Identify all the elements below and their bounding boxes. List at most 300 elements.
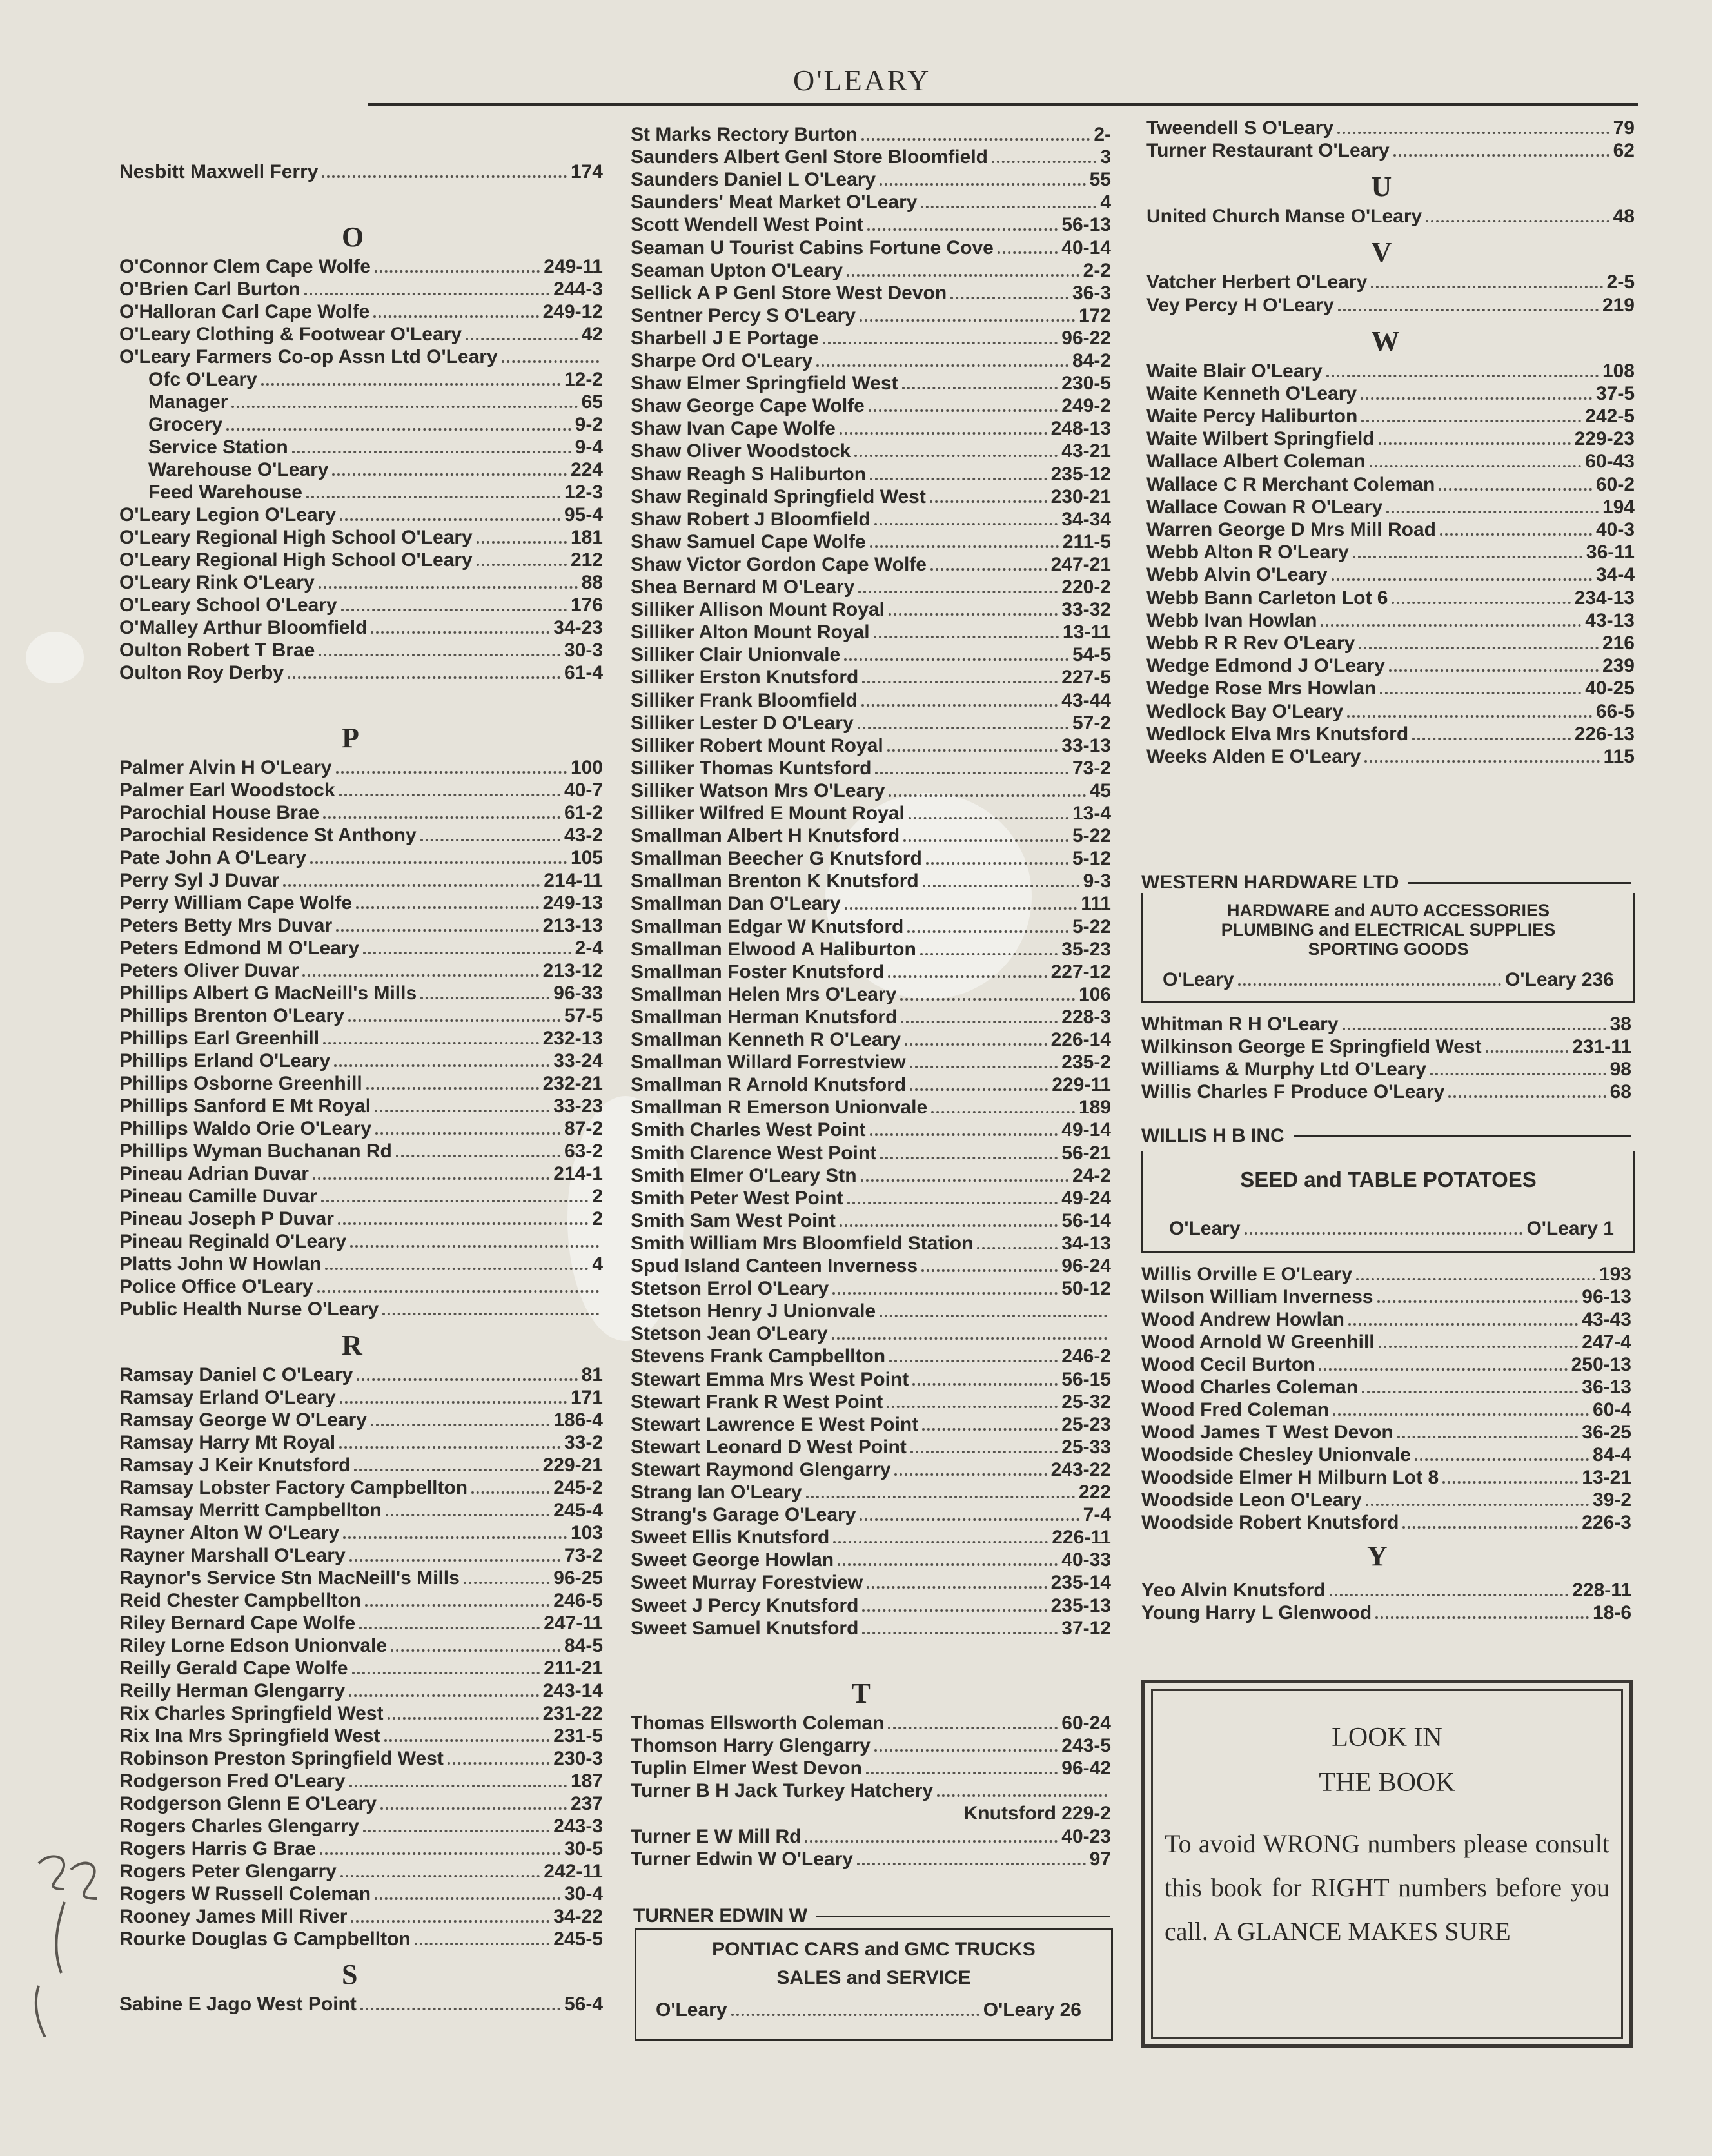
leader-dots xyxy=(321,1200,589,1202)
listing-name: Wallace C R Merchant Coleman xyxy=(1146,473,1435,495)
leader-dots xyxy=(910,1088,1048,1091)
phone-number: 176 xyxy=(570,594,603,616)
leader-dots xyxy=(1353,556,1582,558)
leader-dots xyxy=(313,1177,549,1180)
listing-name: Rogers Charles Glengarry xyxy=(119,1815,359,1837)
leader-dots xyxy=(502,360,599,363)
listing-entry xyxy=(119,1364,603,1386)
listing-entry xyxy=(119,346,603,368)
leader-dots xyxy=(889,613,1058,616)
leader-dots xyxy=(910,1066,1058,1068)
phone-number: 220-2 xyxy=(1061,576,1111,598)
listing-name: Smallman Edgar W Knutsford xyxy=(631,916,904,937)
phone-number: 227-5 xyxy=(1061,667,1111,689)
phone-number: 234-13 xyxy=(1574,587,1635,609)
listing-entry xyxy=(119,1590,603,1612)
listing-entry xyxy=(119,1432,603,1454)
phone-number: 30-4 xyxy=(564,1883,603,1905)
leader-dots xyxy=(937,1794,1107,1797)
listing-entry xyxy=(119,1118,603,1140)
listing-entry xyxy=(1146,542,1635,564)
listing-name: Phillips Erland O'Leary xyxy=(119,1050,331,1072)
phone-number: 36-25 xyxy=(1582,1422,1631,1443)
western-ad-line: PLUMBING and ELECTRICAL SUPPLIES xyxy=(1221,920,1556,939)
listing-entry xyxy=(631,758,1111,779)
phone-number: 42 xyxy=(581,324,603,345)
phone-number: 219 xyxy=(1602,294,1635,316)
phone-number: 2-4 xyxy=(575,937,603,959)
listing-name: Weeks Alden E O'Leary xyxy=(1146,746,1361,768)
leader-dots xyxy=(907,930,1068,933)
listing-name: Peters Oliver Duvar xyxy=(119,960,299,981)
listing-name: Robinson Preston Springfield West xyxy=(119,1747,444,1769)
phone-number: 250-13 xyxy=(1571,1354,1631,1375)
leader-dots xyxy=(1366,1504,1589,1506)
phone-number: 105 xyxy=(570,847,603,868)
leader-dots xyxy=(338,1222,588,1225)
listing-entry xyxy=(1146,519,1635,541)
leader-dots xyxy=(870,1133,1058,1136)
leader-dots xyxy=(874,636,1059,638)
listing-name: Phillips Osborne Greenhill xyxy=(119,1073,362,1094)
leader-dots xyxy=(823,342,1058,344)
listing-name: Seaman Upton O'Leary xyxy=(631,259,843,281)
western-hardware-box xyxy=(1141,893,1635,1003)
listing-entry xyxy=(631,1527,1111,1549)
phone-number: 228-11 xyxy=(1572,1580,1631,1601)
phone-number: 40-23 xyxy=(1061,1825,1111,1847)
listing-name: Ramsay J Keir Knutsford xyxy=(119,1454,351,1476)
listing-entry xyxy=(119,1095,603,1117)
listing-name: Smith William Mrs Bloomfield Station xyxy=(631,1232,974,1254)
listing-name: Rix Ina Mrs Springfield West xyxy=(119,1725,380,1747)
leader-dots xyxy=(1439,488,1592,491)
listing-name: Phillips Sanford E Mt Royal xyxy=(119,1095,371,1117)
listing-name: Stewart Frank R West Point xyxy=(631,1391,883,1413)
section-letter: U xyxy=(1371,171,1392,203)
phone-number: 100 xyxy=(570,757,603,778)
leader-dots xyxy=(840,432,1047,435)
listing-name: Seaman U Tourist Cabins Fortune Cove xyxy=(631,237,994,259)
listing-entry xyxy=(631,1848,1111,1870)
listing-name: Raynor's Service Stn MacNeill's Mills xyxy=(119,1567,460,1589)
leader-dots xyxy=(1397,1436,1579,1438)
paper-stain xyxy=(26,632,84,683)
listing-name: Rogers W Russell Coleman xyxy=(119,1883,371,1905)
leader-dots xyxy=(373,315,538,318)
listing-name: Woodside Leon O'Leary xyxy=(1141,1489,1362,1511)
phone-number: 34-4 xyxy=(1595,564,1635,586)
phone-number: 230-5 xyxy=(1061,373,1111,395)
phone-number: 43-44 xyxy=(1061,689,1111,711)
leader-dots xyxy=(888,975,1047,978)
listing-entry xyxy=(631,1233,1111,1255)
phone-number: 57-2 xyxy=(1072,712,1111,734)
listing-entry xyxy=(119,983,603,1004)
listing-entry xyxy=(631,169,1111,191)
leader-dots xyxy=(1379,442,1571,445)
leader-dots xyxy=(1361,397,1592,400)
listing-name: Shaw Reginald Springfield West xyxy=(631,485,926,507)
listing-entry xyxy=(631,260,1111,282)
listing-entry xyxy=(119,1028,603,1050)
leader-dots xyxy=(420,997,549,999)
listing-entry xyxy=(631,554,1111,576)
listing-entry xyxy=(631,870,1111,892)
listing-name: Shaw Reagh S Haliburton xyxy=(631,463,867,485)
listing-entry xyxy=(631,1595,1111,1617)
listing-name: Silliker Wilfred E Mount Royal xyxy=(631,803,905,824)
listing-entry xyxy=(631,576,1111,598)
listing-entry xyxy=(119,1298,603,1320)
listing-name: Wood Arnold W Greenhill xyxy=(1141,1331,1375,1353)
listing-entry xyxy=(631,644,1111,666)
leader-dots xyxy=(887,1406,1058,1408)
leader-dots xyxy=(349,1785,567,1787)
phone-number: 65 xyxy=(581,391,603,413)
listing-name: Webb Ivan Howlan xyxy=(1146,609,1317,631)
phone-number: 235-13 xyxy=(1050,1594,1111,1616)
listing-entry xyxy=(119,1208,603,1230)
listing-entry xyxy=(119,161,603,183)
listing-name: Peters Betty Mrs Duvar xyxy=(119,915,333,936)
leader-dots xyxy=(339,794,560,796)
turner-ad-box xyxy=(635,1928,1113,2041)
phone-number: 12-2 xyxy=(564,369,603,390)
listing-name: O'Halloran Carl Cape Wolfe xyxy=(119,301,370,322)
listing-name: Wood Charles Coleman xyxy=(1141,1377,1359,1398)
listing-entry xyxy=(631,1482,1111,1504)
listing-entry xyxy=(631,961,1111,983)
listing-entry xyxy=(119,1276,603,1298)
listing-entry xyxy=(631,305,1111,327)
listing-entry xyxy=(1146,587,1635,609)
listing-name: Smallman Herman Knutsford xyxy=(631,1006,898,1028)
phone-number: 34-13 xyxy=(1061,1232,1111,1254)
listing-entry xyxy=(631,1758,1111,1779)
phone-number: 235-12 xyxy=(1050,463,1111,485)
phone-number: 211-5 xyxy=(1062,531,1111,553)
leader-dots xyxy=(858,727,1068,729)
phone-number: 56-15 xyxy=(1061,1368,1111,1390)
phone-number: 235-2 xyxy=(1061,1052,1111,1073)
leader-dots xyxy=(838,1563,1058,1566)
listing-name: United Church Manse O'Leary xyxy=(1146,206,1422,228)
listing-entry xyxy=(119,662,603,684)
listing-entry xyxy=(631,712,1111,734)
leader-dots xyxy=(319,654,560,656)
phone-number: 214-1 xyxy=(553,1163,603,1184)
listing-name: Williams & Murphy Ltd O'Leary xyxy=(1141,1059,1426,1080)
listing-entry xyxy=(148,459,603,481)
listing-entry xyxy=(1146,295,1635,317)
leader-dots xyxy=(1440,533,1592,536)
phone-number: 18-6 xyxy=(1592,1602,1631,1623)
phone-number: 2-5 xyxy=(1606,271,1635,293)
listing-name: Phillips Albert G MacNeill's Mills xyxy=(119,983,417,1004)
leader-dots xyxy=(396,1155,560,1157)
section-letter: O xyxy=(342,221,364,253)
leader-dots xyxy=(304,293,550,295)
listing-entry xyxy=(631,1074,1111,1096)
leader-dots xyxy=(922,1428,1058,1431)
phone-number: 37-12 xyxy=(1061,1617,1111,1639)
listing-entry xyxy=(631,599,1111,621)
phone-number: 212 xyxy=(570,549,603,571)
listing-entry xyxy=(119,1635,603,1657)
leader-dots xyxy=(1370,465,1582,467)
listing-entry xyxy=(631,1549,1111,1571)
leader-dots xyxy=(930,568,1047,571)
leader-dots xyxy=(384,1740,550,1742)
listing-entry xyxy=(631,214,1111,236)
leader-dots xyxy=(1326,375,1599,377)
phone-number: 237 xyxy=(570,1792,603,1814)
listing-name: Phillips Earl Greenhill xyxy=(119,1028,320,1049)
listing-entry xyxy=(631,825,1111,847)
leader-dots xyxy=(1347,715,1592,718)
listing-entry xyxy=(119,594,603,616)
phone-number: 242-5 xyxy=(1585,406,1635,427)
willis-ad-contact: O'Leary O'Leary 1 xyxy=(1169,1218,1614,1239)
leader-dots xyxy=(420,839,560,841)
leader-dots xyxy=(1375,1616,1589,1619)
phone-number: 7-4 xyxy=(1083,1504,1111,1526)
phone-number: 56-14 xyxy=(1061,1210,1111,1231)
leader-dots xyxy=(860,319,1075,322)
listing-entry xyxy=(1141,1422,1631,1444)
phone-number: 5-22 xyxy=(1072,825,1111,847)
listing-name: O'Leary Farmers Co-op Assn Ltd O'Leary xyxy=(119,346,498,368)
listing-name: Sweet Ellis Knutsford xyxy=(631,1527,830,1549)
phone-number: 36-11 xyxy=(1586,542,1635,564)
leader-dots xyxy=(283,884,540,887)
listing-name: O'Leary Clothing & Footwear O'Leary xyxy=(119,324,462,345)
listing-name: Ramsay George W O'Leary xyxy=(119,1409,367,1431)
phone-number: 34-22 xyxy=(553,1905,603,1927)
book-box-title: THE BOOK xyxy=(1319,1768,1455,1798)
leader-dots xyxy=(226,428,571,431)
listing-entry xyxy=(631,531,1111,553)
leader-dots xyxy=(371,631,549,634)
leader-dots xyxy=(382,1313,599,1315)
leader-dots xyxy=(1402,1526,1578,1529)
leader-dots xyxy=(900,998,1075,1001)
listing-entry xyxy=(1146,406,1635,427)
listing-entry xyxy=(1141,1467,1631,1489)
listing-entry xyxy=(631,1119,1111,1141)
listing-name: O'Leary Regional High School O'Leary xyxy=(119,549,473,571)
phone-number: 56-21 xyxy=(1061,1142,1111,1164)
leader-dots xyxy=(380,1807,567,1810)
leader-dots xyxy=(306,496,560,498)
listing-name: Perry William Cape Wolfe xyxy=(119,892,352,914)
listing-name: Stewart Raymond Glengarry xyxy=(631,1458,891,1480)
leader-dots xyxy=(320,1852,560,1855)
leader-dots xyxy=(921,206,1096,208)
phone-number: 13-11 xyxy=(1062,622,1111,643)
phone-number: 193 xyxy=(1599,1264,1631,1285)
phone-number: 227-12 xyxy=(1050,961,1111,983)
leader-dots xyxy=(816,364,1068,367)
leader-dots xyxy=(905,1043,1047,1046)
listing-entry xyxy=(631,237,1111,259)
leader-dots xyxy=(977,1247,1058,1250)
listing-name: Spud Island Canteen Inverness xyxy=(631,1255,918,1277)
listing-entry xyxy=(1141,1444,1631,1466)
listing-name: Pineau Joseph P Duvar xyxy=(119,1208,334,1230)
leader-dots xyxy=(1412,738,1570,740)
leader-dots xyxy=(1333,1413,1589,1416)
phone-number: 81 xyxy=(581,1364,603,1386)
leader-dots xyxy=(375,1897,560,1900)
listing-name: Parochial Residence St Anthony xyxy=(119,825,417,846)
phone-number: 115 xyxy=(1603,746,1635,768)
phone-number: 172 xyxy=(1078,304,1111,326)
leader-dots xyxy=(352,1672,540,1674)
listing-name: Warehouse O'Leary xyxy=(148,459,329,480)
phone-number: 30-3 xyxy=(564,640,603,661)
phone-number: 245-5 xyxy=(553,1928,603,1950)
phone-number: 230-3 xyxy=(553,1747,603,1769)
leader-dots xyxy=(1364,760,1599,763)
listing-entry xyxy=(631,1210,1111,1232)
listing-entry xyxy=(119,1883,603,1905)
phone-number: 96-42 xyxy=(1061,1758,1111,1779)
phone-number: 214-11 xyxy=(544,870,603,891)
leader-dots xyxy=(375,270,540,273)
listing-entry xyxy=(1146,360,1635,382)
listing-entry xyxy=(631,373,1111,395)
listing-entry xyxy=(1141,1059,1631,1081)
listing-name: Webb Alvin O'Leary xyxy=(1146,564,1328,586)
leader-dots xyxy=(332,473,566,476)
listing-name: Pineau Adrian Duvar xyxy=(119,1163,309,1184)
listing-name: Smith Charles West Point xyxy=(631,1119,866,1141)
listing-name: Yeo Alvin Knutsford xyxy=(1141,1580,1326,1601)
leader-dots xyxy=(1371,286,1602,288)
listing-entry xyxy=(1141,1354,1631,1376)
phone-number: 48 xyxy=(1613,206,1635,228)
listing-entry xyxy=(631,1323,1111,1345)
listing-name: Rooney James Mill River xyxy=(119,1905,348,1927)
listing-name: Wilson William Inverness xyxy=(1141,1286,1373,1308)
phone-number: 61-4 xyxy=(564,662,603,683)
phone-number: 40-25 xyxy=(1585,678,1635,700)
handwritten-mark xyxy=(26,1844,110,2037)
listing-entry xyxy=(631,486,1111,508)
listing-name: Smith Elmer O'Leary Stn xyxy=(631,1164,857,1186)
phone-number: 111 xyxy=(1081,893,1111,915)
listing-name: Perry Syl J Duvar xyxy=(119,870,280,891)
listing-name: Wallace Cowan R O'Leary xyxy=(1146,496,1383,518)
turner-ad-contact: O'Leary O'Leary 26 xyxy=(656,1999,1081,2021)
listing-name: Rodgerson Glenn E O'Leary xyxy=(119,1792,377,1814)
phone-number: 33-23 xyxy=(553,1095,603,1117)
leader-dots xyxy=(992,161,1096,163)
phone-number: 60-2 xyxy=(1595,473,1635,495)
phone-number: 50-12 xyxy=(1061,1278,1111,1300)
listing-entry xyxy=(119,1994,603,2015)
leader-dots xyxy=(288,676,560,679)
phone-number: 229-11 xyxy=(1052,1074,1111,1096)
willis-ad-box xyxy=(1141,1151,1635,1253)
leader-dots xyxy=(340,1401,567,1404)
listing-entry xyxy=(119,1906,603,1928)
listing-name: Smallman Dan O'Leary xyxy=(631,893,841,915)
listing-entry xyxy=(1146,271,1635,293)
phone-number: 229-21 xyxy=(542,1454,603,1476)
listing-name: Silliker Thomas Kuntsford xyxy=(631,757,872,779)
phone-number: 9-4 xyxy=(575,436,603,458)
listing-name: Stetson Errol O'Leary xyxy=(631,1278,829,1300)
listing-entry xyxy=(631,939,1111,961)
phone-number: 73-2 xyxy=(564,1544,603,1566)
phone-number: 88 xyxy=(581,572,603,593)
phone-number: 43-13 xyxy=(1585,609,1635,631)
leader-dots xyxy=(471,1491,549,1494)
phone-number: 36-3 xyxy=(1072,282,1111,304)
leader-dots xyxy=(349,1694,538,1697)
listing-name: Tuplin Elmer West Devon xyxy=(631,1758,862,1779)
leader-dots xyxy=(854,455,1058,457)
phone-number: 43-21 xyxy=(1061,440,1111,462)
listing-name: Stetson Henry J Unionvale xyxy=(631,1300,876,1322)
listing-entry xyxy=(631,1735,1111,1757)
listing-entry xyxy=(119,779,603,801)
leader-dots xyxy=(1321,624,1581,627)
leader-dots xyxy=(464,1582,549,1584)
leader-dots xyxy=(833,1541,1048,1544)
phone-number: 40-7 xyxy=(564,779,603,801)
listing-entry xyxy=(119,757,603,779)
listing-name: Wedge Edmond J O'Leary xyxy=(1146,655,1385,677)
phone-number: 2-2 xyxy=(1083,259,1111,281)
listing-entry xyxy=(1146,655,1635,677)
listing-entry xyxy=(1146,428,1635,450)
listing-name: Rayner Marshall O'Leary xyxy=(119,1544,346,1566)
leader-dots xyxy=(339,1446,560,1449)
leader-dots xyxy=(1442,1481,1578,1484)
leader-dots xyxy=(360,2008,560,2010)
phone-number: 30-5 xyxy=(564,1838,603,1859)
phone-number: 33-32 xyxy=(1061,599,1111,621)
turner-ad-line: SALES and SERVICE xyxy=(776,1967,971,1988)
listing-name: Shaw Oliver Woodstock xyxy=(631,440,851,462)
listing-name: Vey Percy H O'Leary xyxy=(1146,294,1334,316)
leader-dots xyxy=(363,952,571,954)
listing-name: Nesbitt Maxwell Ferry xyxy=(119,161,319,182)
listing-entry xyxy=(119,1703,603,1725)
leader-dots xyxy=(334,1064,549,1067)
leader-dots xyxy=(921,1269,1058,1272)
phone-number: 232-21 xyxy=(542,1073,603,1094)
listing-entry xyxy=(631,1504,1111,1526)
phone-number: 98 xyxy=(1609,1059,1631,1080)
listing-entry xyxy=(1146,451,1635,473)
listing-name: Wood James T West Devon xyxy=(1141,1422,1393,1443)
listing-name: Service Station xyxy=(148,436,288,458)
listing-entry xyxy=(119,549,603,571)
listing-name: Willis Charles F Produce O'Leary xyxy=(1141,1081,1445,1102)
leader-dots xyxy=(375,1110,549,1112)
listing-name: Smith Sam West Point xyxy=(631,1210,836,1231)
phone-number: 13-21 xyxy=(1582,1467,1631,1488)
listing-entry xyxy=(631,1278,1111,1300)
leader-dots xyxy=(371,1424,549,1426)
western-hardware-heading: WESTERN HARDWARE LTD xyxy=(1141,872,1631,894)
leader-dots xyxy=(894,1473,1047,1476)
